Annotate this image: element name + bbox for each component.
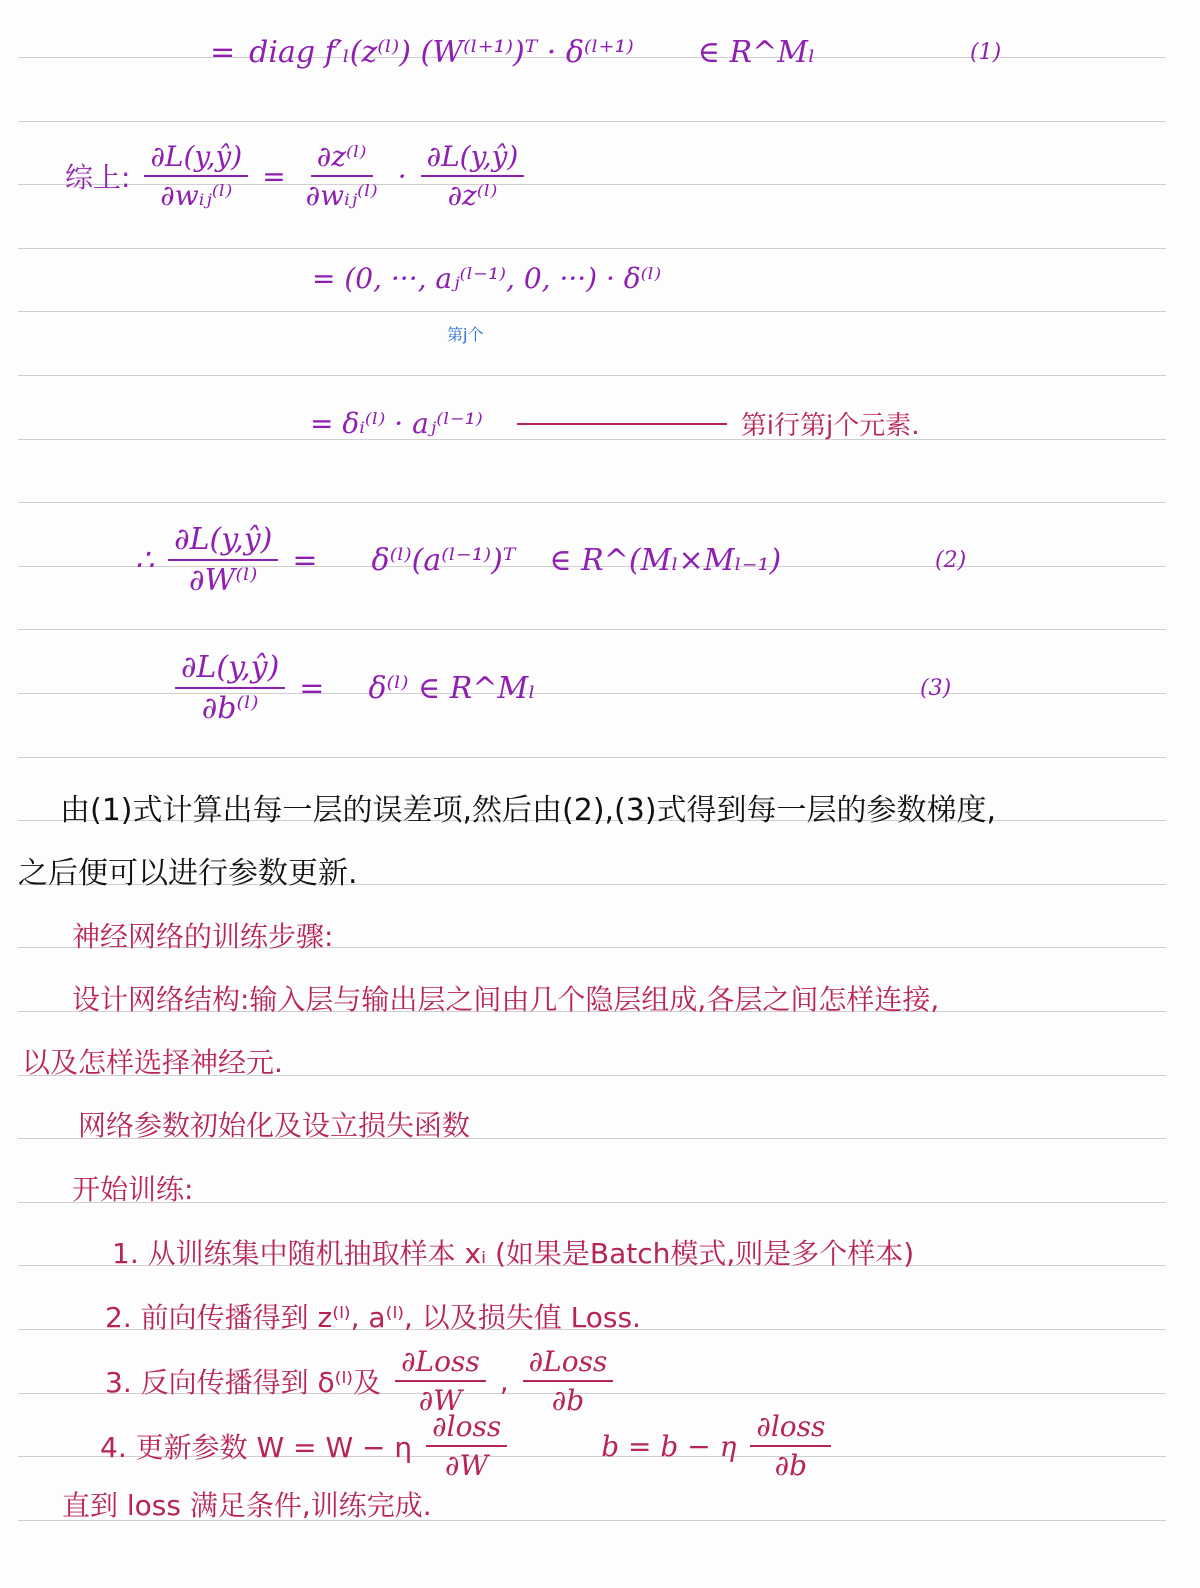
steps-title-text: 神经网络的训练步骤: [72,920,334,953]
init-line [78,1104,470,1144]
equation-6 [175,650,952,726]
ruled-line [18,757,1166,758]
equation-5-number: (2) [935,547,967,573]
paragraph-text: 由(1)式计算出每一层的误差项,然后由(2),(3)式得到每一层的参数梯度, [60,793,997,828]
ruled-line [18,375,1166,376]
numerator: ∂L(y,ŷ) [144,140,248,177]
bias-update: b = b − η [601,1429,737,1463]
ruled-line [18,629,1166,630]
ruled-line [18,121,1166,122]
start-line [72,1168,193,1208]
equation-5-rhs: δ⁽ˡ⁾(a⁽ˡ⁻¹⁾)ᵀ [371,542,516,578]
fraction [523,1345,614,1417]
steps-title [72,915,333,955]
step-text: 1. 从训练集中随机抽取样本 xᵢ (如果是Batch模式,则是多个样本) [112,1237,915,1270]
equals-sign: = [292,542,318,578]
annotation-text: 第j个 [447,325,484,344]
end-line [62,1484,432,1524]
denominator: ∂W [445,1449,489,1482]
equation-1 [210,35,1002,70]
design-line-1 [72,978,939,1018]
design-line-2 [22,1041,283,1081]
equals-sign: = [299,670,325,706]
fraction [395,1345,486,1417]
equals-sign: = [210,35,236,70]
annotation-jth [447,322,483,345]
paragraph-line-2 [18,848,358,892]
equation-4-expr: = δᵢ⁽ˡ⁾ · aⱼ⁽ˡ⁻¹⁾ [310,407,483,440]
equation-6-rhs: δ⁽ˡ⁾ ∈ R^Mₗ [368,670,536,706]
fraction [426,1410,507,1482]
step-text: 4. 更新参数 W = W − η [100,1431,413,1464]
separator: , [499,1364,509,1398]
summary-label: 综上: [65,161,131,194]
fraction [421,140,525,212]
equation-1-space: ∈ R^Mₗ [697,35,816,70]
step-text: 3. 反向传播得到 δ⁽ˡ⁾及 [105,1366,382,1399]
init-text: 网络参数初始化及设立损失函数 [78,1109,471,1142]
denominator: ∂b⁽ˡ⁾ [201,691,259,726]
equation-6-number: (3) [920,675,952,701]
therefore-symbol: ∴ [135,542,155,578]
connector-line [517,423,727,425]
start-text: 开始训练: [72,1173,194,1206]
fraction [175,650,285,726]
equals-sign: = [262,159,286,193]
denominator: ∂b [551,1384,585,1417]
denominator: ∂z⁽ˡ⁾ [447,179,498,212]
denominator: ∂W⁽ˡ⁾ [189,563,258,598]
denominator: ∂wᵢⱼ⁽ˡ⁾ [160,179,233,212]
equation-3 [312,262,661,295]
numerator: ∂L(y,ŷ) [175,650,285,689]
ruled-line [18,311,1166,312]
numerator: ∂Loss [395,1345,486,1382]
fraction [750,1410,831,1482]
step-4 [100,1410,831,1482]
equation-5-space: ∈ R^(Mₗ×Mₗ₋₁) [549,542,782,578]
ruled-line [18,248,1166,249]
fraction [144,140,248,212]
numerator: ∂z⁽ˡ⁾ [311,140,373,177]
equation-1-expr: diag f′ₗ(z⁽ˡ⁾) (W⁽ˡ⁺¹⁾)ᵀ · δ⁽ˡ⁺¹⁾ [249,35,634,70]
equation-2 [65,140,524,212]
step-1 [112,1232,914,1272]
denominator: ∂wᵢⱼ⁽ˡ⁾ [305,179,378,212]
equation-1-number: (1) [970,40,1002,65]
end-text: 直到 loss 满足条件,训练完成. [62,1489,432,1522]
equation-5 [135,522,967,598]
denominator: ∂W [418,1384,463,1417]
step-text: 2. 前向传播得到 z⁽ˡ⁾, a⁽ˡ⁾, 以及损失值 Loss. [105,1301,641,1334]
ruled-line [18,502,1166,503]
fraction [300,140,384,212]
step-2 [105,1296,641,1336]
element-note: 第i行第j个元素. [740,411,920,441]
dot: · [397,159,407,193]
design-text: 设计网络结构:输入层与输出层之间由几个隐层组成,各层之间怎样连接, [72,983,940,1016]
numerator: ∂L(y,ŷ) [421,140,525,177]
numerator: ∂Loss [523,1345,614,1382]
design-text: 以及怎样选择神经元. [22,1046,283,1079]
step-3 [105,1345,613,1417]
equation-4 [310,405,919,442]
denominator: ∂b [774,1449,808,1482]
numerator: ∂L(y,ŷ) [168,522,278,561]
numerator: ∂loss [750,1410,831,1447]
fraction [168,522,278,598]
equation-3-expr: = (0, ···, aⱼ⁽ˡ⁻¹⁾, 0, ···) · δ⁽ˡ⁾ [312,262,662,295]
paragraph-line-1 [60,785,996,829]
numerator: ∂loss [426,1410,507,1447]
paragraph-text: 之后便可以进行参数更新. [18,856,358,891]
